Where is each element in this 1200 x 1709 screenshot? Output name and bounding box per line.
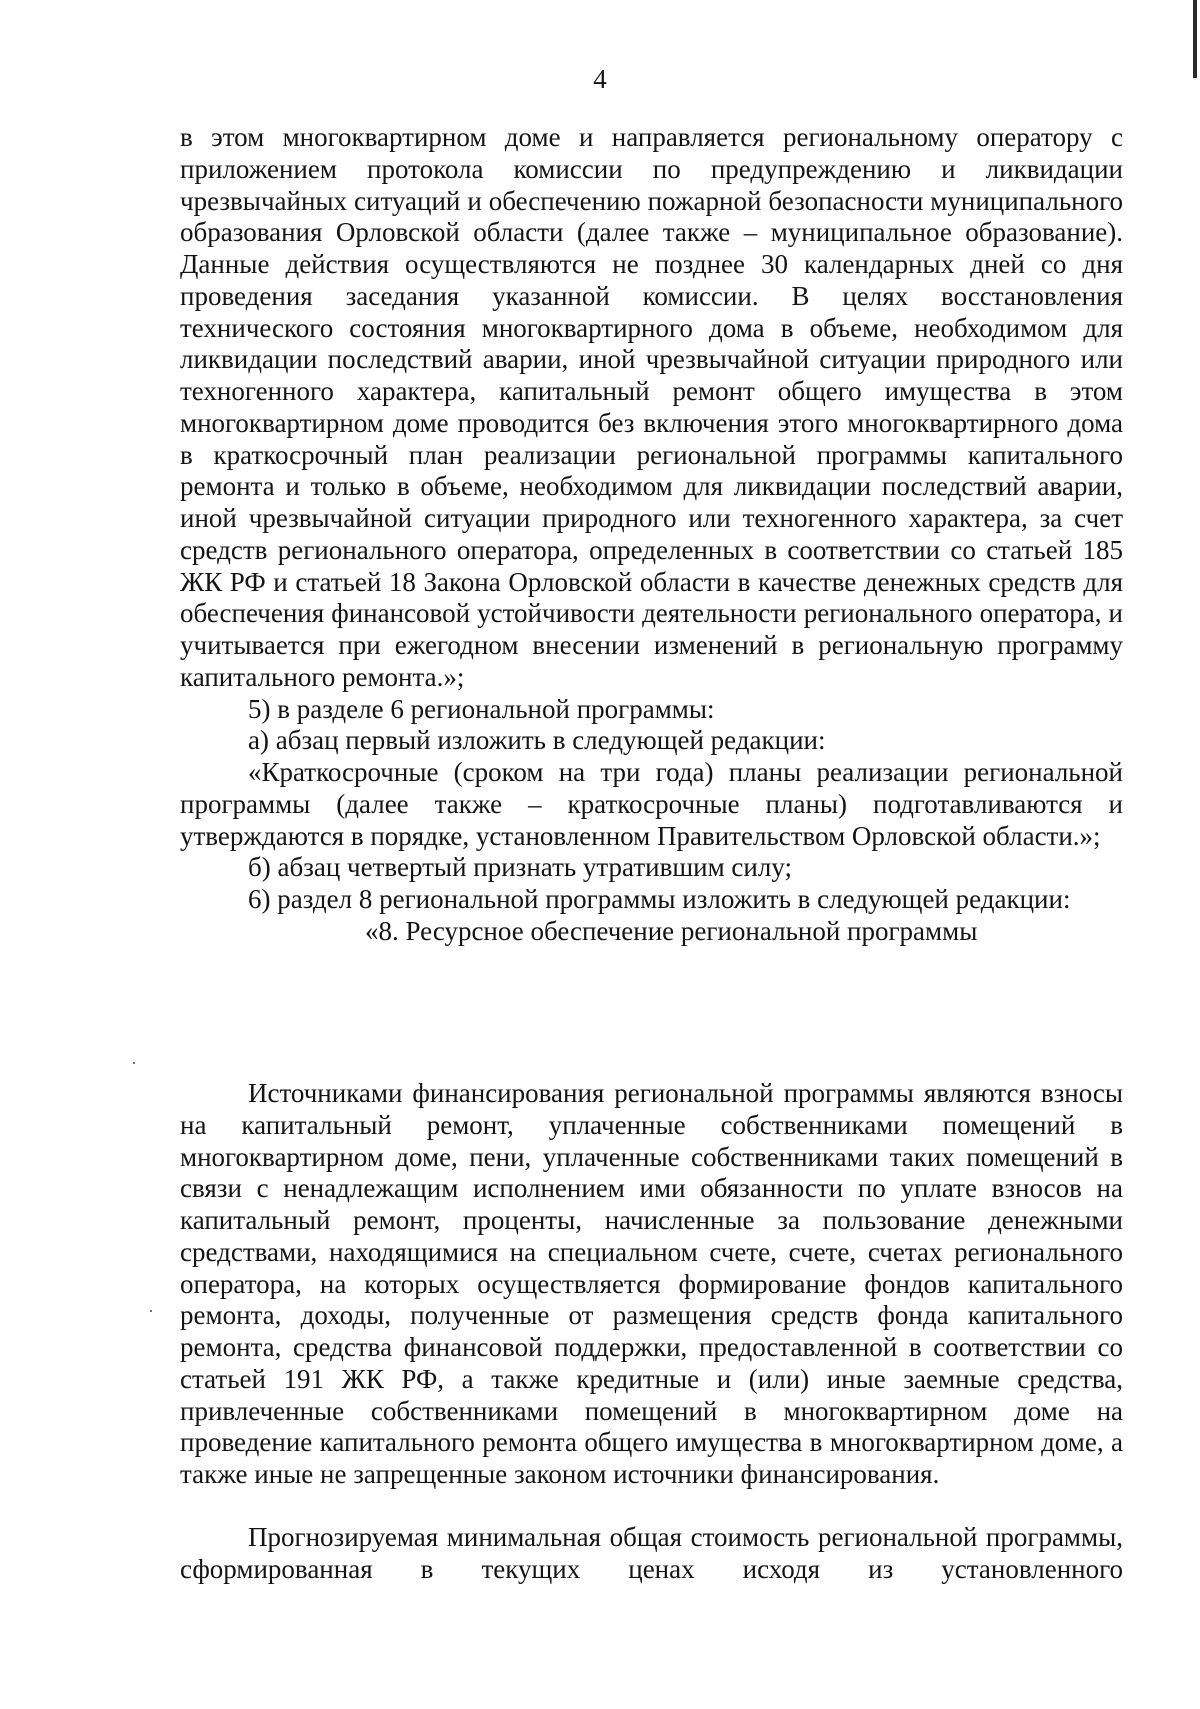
- list-item-5: 5) в разделе 6 региональной программы:: [248, 693, 715, 724]
- quote-paragraph: «Краткосрочные (сроком на три года) планы реализации региональной программы (далее также – краткосрочные планы) подготавливаются и утверждаются в порядке, установленном Правительством Орловской области.»;: [180, 757, 1123, 851]
- list-item-5a: а) абзац первый изложить в следующей редакции:: [248, 725, 826, 756]
- funding-paragraph: Источниками финансирования региональной программы являются взносы на капитальный ремонт, уплаченные собственниками помещений в многоквартирном доме, пени, уплаченные собственниками таких помещений в связи с ненадлежащим исполнением ими обязанности по уплате взносов на капитальный ремонт, проценты, начисленные за пользование денежными средствами, находящимися на специальном счете, счете, счетах регионального оператора, на которых осуществляется формирование фондов капитального ремонта, доходы, полученные от размещения средств фонда капитального ремонта, средства финансовой поддержки, предоставленной в соответствии со статьей 191 ЖК РФ, а также кредитные и (или) иные заемные средства, привлеченные собственниками помещений в многоквартирном доме на проведение капитального ремонта общего имущества в многоквартирном доме, а также иные не запрещенные законом источники финансирования.: [180, 1078, 1123, 1489]
- text-block-upper: [180, 122, 1123, 948]
- cost-paragraph: Прогнозируемая минимальная общая стоимость региональной программы, сформированная в текущих ценах исходя из установленного: [180, 1522, 1123, 1584]
- text-block-funding: [180, 1078, 1123, 1491]
- page-number: 4: [593, 64, 607, 94]
- section-heading: «8. Ресурсное обеспечение региональной программы: [365, 915, 978, 946]
- intro-paragraph: в этом многоквартирном доме и направляется региональному оператору с приложением протокола комиссии по предупреждению и ликвидации чрезвычайных ситуаций и обеспечению пожарной безопасности муниципального образования Орловской области (далее также – муниципальное образование). Данные действия осуществляются не позднее 30 календарных дней со дня проведения заседания указанной комиссии. В целях восстановления технического состояния многоквартирного дома в объеме, необходимом для ликвидации последствий аварии, иной чрезвычайной ситуации природного или техногенного характера, капитальный ремонт общего имущества в этом многоквартирном доме проводится без включения этого многоквартирного дома в краткосрочный план реализации региональной программы капитального ремонта и только в объеме, необходимом для ликвидации последствий аварии, иной чрезвычайной ситуации природного или техногенного характера, за счет средств регионального оператора, определенных в соответствии со статьей 185 ЖК РФ и статьей 18 Закона Орловской области в качестве денежных средств для обеспечения финансовой устойчивости деятельности регионального оператора, и учитывается при ежегодном внесении изменений в региональную программу капитального ремонта.»;: [180, 122, 1123, 692]
- list-item-6: 6) раздел 8 региональной программы изложить в следующей редакции:: [248, 884, 1071, 914]
- list-item-5b: б) абзац четвертый признать утратившим силу;: [248, 852, 792, 883]
- scan-speck: [150, 1310, 152, 1312]
- text-block-cost: [180, 1522, 1123, 1586]
- scan-speck: [133, 1062, 135, 1064]
